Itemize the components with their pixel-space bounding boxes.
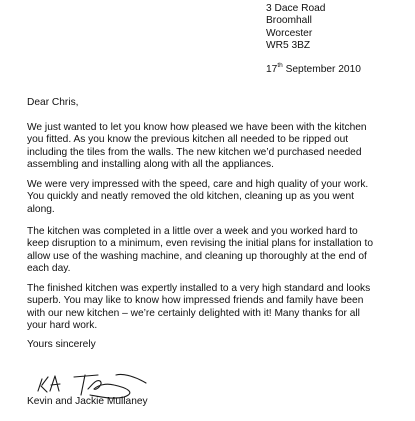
paragraph [27, 122, 407, 172]
salutation: Dear Chris, [27, 97, 79, 108]
address-line: WR5 3BZ [266, 40, 311, 52]
paragraph-line: assembling and installing along with all the appliances. [27, 159, 274, 171]
paragraph-line: with our new kitchen – we’re certainly delighted with it! Many thanks for all [27, 307, 360, 319]
paragraph-line: allow use of the washing machine, and cleaning up thoroughly at the end of [27, 250, 367, 262]
paragraph-line: along. [27, 203, 55, 215]
paragraph [27, 226, 407, 276]
paragraph-line: We were very impressed with the speed, care and high quality of your work. [27, 179, 369, 190]
address-line: Broomhall [266, 15, 312, 27]
paragraph-line: We just wanted to let you know how pleased we have been with the kitchen [27, 122, 367, 133]
paragraph-line: The kitchen was completed in a little over a week and you worked hard to [27, 226, 358, 237]
date-day: 17 [266, 64, 278, 75]
paragraph-line: each day. [27, 263, 71, 275]
paragraph-line: You quickly and neatly removed the old kitchen, cleaning up as you went [27, 191, 354, 203]
paragraph-line: The finished kitchen was expertly installed to a very high standard and looks [27, 283, 371, 294]
paragraph-line: your hard work. [27, 320, 98, 332]
date-month-year: September 2010 [282, 64, 361, 75]
closing: Yours sincerely [27, 339, 96, 350]
letter-date [266, 61, 361, 76]
sender-address [266, 3, 325, 53]
signatory-name: Kevin and Jackie Mullaney [27, 396, 148, 407]
paragraph-line: including the tiles from the walls. The new kitchen we’d purchased needed [27, 146, 362, 158]
address-line: 3 Dace Road [266, 3, 326, 14]
paragraph-line: you fitted. As you know the previous kitchen all needed to be ripped out [27, 134, 349, 146]
paragraph-line: superb. You may like to know how impressed friends and family have been [27, 295, 364, 307]
paragraph [27, 179, 407, 216]
paragraph-line: keep disruption to a minimum, even revising the initial plans for installation to [27, 238, 373, 250]
address-line: Worcester [266, 27, 313, 39]
date-suffix: th [277, 61, 283, 69]
paragraph [27, 283, 407, 333]
